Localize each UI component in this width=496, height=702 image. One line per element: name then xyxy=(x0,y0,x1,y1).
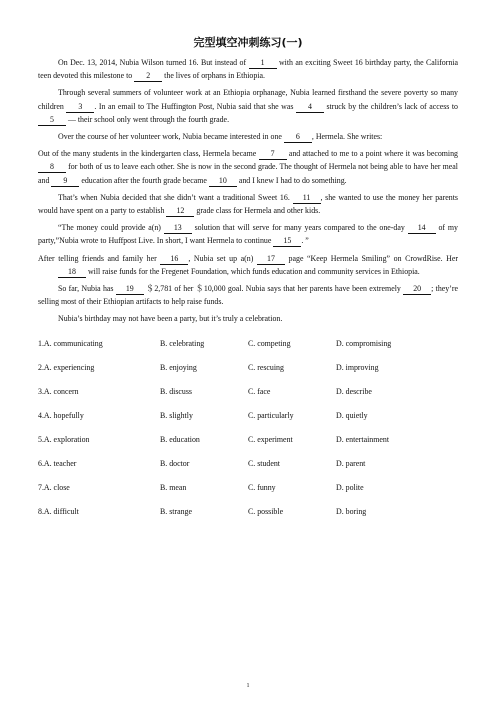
blank-8: 8 xyxy=(38,162,66,173)
text: . ” xyxy=(301,236,309,246)
page-number: 1 xyxy=(246,683,250,689)
option-d: D. quietly xyxy=(336,411,368,421)
blank-3: 3 xyxy=(66,102,94,113)
text: the lives of orphans in Ethiopia. xyxy=(162,71,265,81)
text: Over the course of her volunteer work, Nubia became interested in one xyxy=(58,132,284,142)
blank-6: 6 xyxy=(284,132,312,143)
paragraph-7 xyxy=(38,252,458,278)
option-row xyxy=(38,500,458,524)
option-d: D. polite xyxy=(336,483,364,493)
option-d: D. parent xyxy=(336,459,366,469)
paragraph-3 xyxy=(38,130,458,143)
page-title: 完型填空冲刺练习(一) xyxy=(193,36,303,49)
option-row xyxy=(38,380,458,404)
text: and I knew I had to do something. xyxy=(236,175,347,185)
option-a: 6.A. teacher xyxy=(38,459,77,469)
option-b: B. slightly xyxy=(160,411,193,421)
text: , she wanted to use the money her parents would have spent on a party to establish xyxy=(38,192,458,216)
blank-13: 13 xyxy=(164,223,192,234)
option-row xyxy=(38,404,458,428)
blank-15: 15 xyxy=(273,236,301,247)
blank-18: 18 xyxy=(58,267,86,278)
text: will raise funds for the Fregenet Foundation, which funds education and community services in Ethiopia. xyxy=(86,266,420,276)
paragraph-4 xyxy=(38,147,458,187)
blank-11: 11 xyxy=(293,193,321,204)
text: of my party,”Nubia wrote to Huffpost Live. In short, I want Hermela to continue xyxy=(38,223,458,246)
text: grade class for Hermela and other kids. xyxy=(194,206,321,216)
paragraph-8 xyxy=(38,282,458,308)
option-c: C. student xyxy=(248,459,281,469)
text: page “Keep Hermela Smiling” on CrowdRise. Her xyxy=(284,253,459,263)
option-b: B. discuss xyxy=(160,387,193,397)
option-c: C. rescuing xyxy=(248,363,284,373)
option-c: C. funny xyxy=(248,483,276,493)
blank-7: 7 xyxy=(259,149,287,160)
blank-19: 19 xyxy=(116,284,144,295)
option-row xyxy=(38,428,458,452)
blank-12: 12 xyxy=(166,206,194,217)
option-c: C. competing xyxy=(248,339,291,349)
text: . In an email to The Huffington Post, Nubia said that she was xyxy=(94,101,296,111)
paragraph-5 xyxy=(38,191,458,217)
option-c: C. possible xyxy=(248,507,284,517)
option-row xyxy=(38,452,458,476)
paragraph-9: Nubia’s birthday may not have been a party, but it’s truly a celebration. xyxy=(58,314,283,324)
blank-14: 14 xyxy=(408,223,436,234)
text: ; they’re selling most of their Ethiopian artifacts to help raise funds. xyxy=(38,284,458,307)
option-row xyxy=(38,356,458,380)
blank-16: 16 xyxy=(160,254,188,265)
option-a: 4.A. hopefully xyxy=(38,411,84,421)
text: So far, Nubia has xyxy=(58,284,116,294)
text: solution that will serve for many years compared to the one-day xyxy=(191,223,408,233)
option-d: D. compromising xyxy=(336,339,392,349)
option-d: D. entertainment xyxy=(336,435,390,445)
option-a: 8.A. difficult xyxy=(38,507,79,517)
text: and attached to me to a point where it was becoming xyxy=(286,149,458,159)
option-d: D. describe xyxy=(336,387,372,397)
option-b: B. mean xyxy=(160,483,187,493)
option-b: B. education xyxy=(160,435,200,445)
option-row xyxy=(38,332,458,356)
option-c: C. particularly xyxy=(248,411,294,421)
option-b: B. strange xyxy=(160,507,192,517)
option-a: 5.A. exploration xyxy=(38,435,90,445)
blank-2: 2 xyxy=(134,71,162,82)
blank-10: 10 xyxy=(209,176,237,187)
option-d: D. boring xyxy=(336,507,367,517)
option-row xyxy=(38,476,458,500)
option-a: 3.A. concern xyxy=(38,387,79,397)
option-b: B. doctor xyxy=(160,459,190,469)
text: That’s when Nubia decided that she didn’t want a traditional Sweet 16. xyxy=(58,192,293,202)
paragraph-2 xyxy=(38,86,458,126)
blank-5: 5 xyxy=(38,115,66,126)
text: After telling friends and family her xyxy=(38,253,161,263)
text: struck by the children’s lack of access to xyxy=(323,101,458,111)
text: On Dec. 13, 2014, Nubia Wilson turned 16. But instead of xyxy=(58,58,249,67)
option-c: C. face xyxy=(248,387,271,397)
paragraph-1 xyxy=(38,56,458,82)
option-a: 1.A. communicating xyxy=(38,339,103,349)
text: with an exciting Sweet 16 birthday party, the California teen devoted this milestone to xyxy=(38,58,459,81)
text: , Hermela. She writes: xyxy=(311,132,383,142)
blank-9: 9 xyxy=(51,176,79,187)
text: Through several summers of volunteer work at an Ethiopia orphanage, Nubia learned firsthand the severe poverty so many children xyxy=(38,88,458,111)
text: for both of us to leave each other. She is now in the second grade. The thought of Hermela not being able to have her meal and xyxy=(38,162,458,185)
passage xyxy=(38,56,458,524)
option-c: C. experiment xyxy=(248,435,293,445)
option-b: B. celebrating xyxy=(160,339,205,349)
blank-17: 17 xyxy=(257,254,285,265)
text: ＄2,781 of her ＄10,000 goal. Nubia says that her parents have been extremely xyxy=(143,284,404,294)
blank-20: 20 xyxy=(403,284,431,295)
option-a: 7.A. close xyxy=(38,483,70,493)
answer-options xyxy=(38,332,458,524)
option-d: D. improving xyxy=(336,363,379,373)
blank-1: 1 xyxy=(249,58,277,69)
paragraph-6 xyxy=(38,221,458,247)
option-b: B. enjoying xyxy=(160,363,197,373)
text: “The money could provide a(n) xyxy=(58,223,164,233)
text: education after the fourth grade became xyxy=(79,175,209,185)
text: , Nubia set up a(n) xyxy=(188,253,257,263)
blank-4: 4 xyxy=(296,102,324,113)
option-a: 2.A. experiencing xyxy=(38,363,95,373)
text: Out of the many students in the kindergarten class, Hermela became xyxy=(38,149,259,159)
text: — their school only went through the fourth grade. xyxy=(66,114,230,124)
